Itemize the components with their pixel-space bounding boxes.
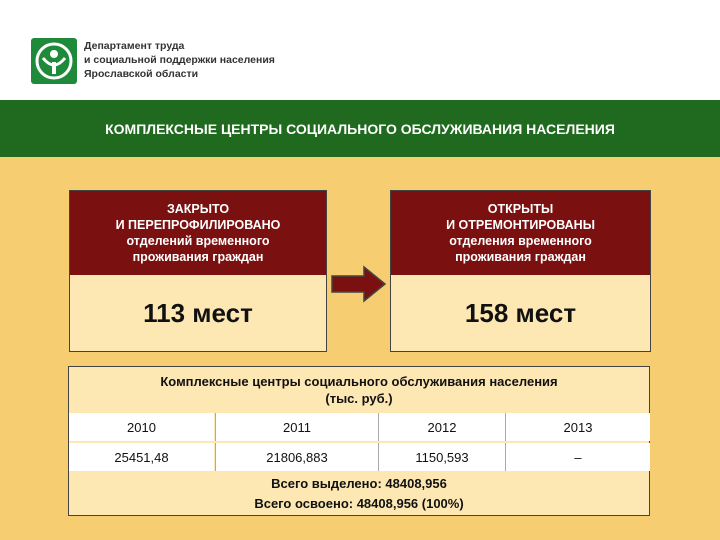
card-value: 158 мест: [464, 297, 577, 328]
year-cell: 2012: [378, 413, 505, 441]
header: [0, 0, 720, 100]
total-allocated: Всего выделено: 48408,956: [271, 476, 447, 491]
year-cell: 2011: [215, 413, 378, 441]
title-banner: [0, 100, 720, 157]
card-header-line: отделений временного: [126, 234, 270, 248]
amount-cell: 1150,593: [378, 443, 505, 471]
funding-table: [68, 366, 650, 516]
amount-cell: 21806,883: [215, 443, 378, 471]
year-cell: 2010: [69, 413, 214, 441]
card-header-line: отделения временного: [449, 234, 592, 248]
card-header-line: проживания граждан: [455, 250, 586, 264]
card-header-line: И ОТРЕМОНТИРОВАНЫ: [446, 218, 595, 232]
department-name-line: Департамент труда: [84, 40, 185, 52]
opened-departments-card: [390, 190, 651, 352]
closed-departments-card: [69, 190, 327, 352]
card-header-line: ОТКРЫТЫ: [487, 202, 554, 216]
department-emblem-icon: [31, 38, 77, 84]
amount-cell: 25451,48: [69, 443, 214, 471]
card-header: [391, 191, 650, 275]
card-value: 113 мест: [143, 297, 253, 328]
card-header: [70, 191, 326, 275]
card-header-line: И ПЕРЕПРОФИЛИРОВАНО: [115, 218, 281, 232]
department-name-line: и социальной поддержки населения: [84, 54, 275, 66]
table-title-line: (тыс. руб.): [325, 391, 393, 406]
arrow-right-icon: [330, 264, 388, 304]
department-logo: [31, 38, 77, 84]
total-spent: Всего освоено: 48408,956 (100%): [254, 496, 464, 511]
department-name: [84, 39, 344, 81]
card-header-line: проживания граждан: [132, 250, 264, 264]
department-name-line: Ярославской области: [84, 68, 199, 80]
year-cell: 2013: [505, 413, 650, 441]
amount-cell: –: [505, 443, 650, 471]
table-title: [69, 367, 649, 413]
banner-title: КОМПЛЕКСНЫЕ ЦЕНТРЫ СОЦИАЛЬНОГО ОБСЛУЖИВАНИЯ НАСЕЛЕНИЯ: [105, 120, 615, 137]
table-title-line: Комплексные центры социального обслуживания населения: [160, 374, 558, 389]
card-header-line: ЗАКРЫТО: [166, 202, 230, 216]
